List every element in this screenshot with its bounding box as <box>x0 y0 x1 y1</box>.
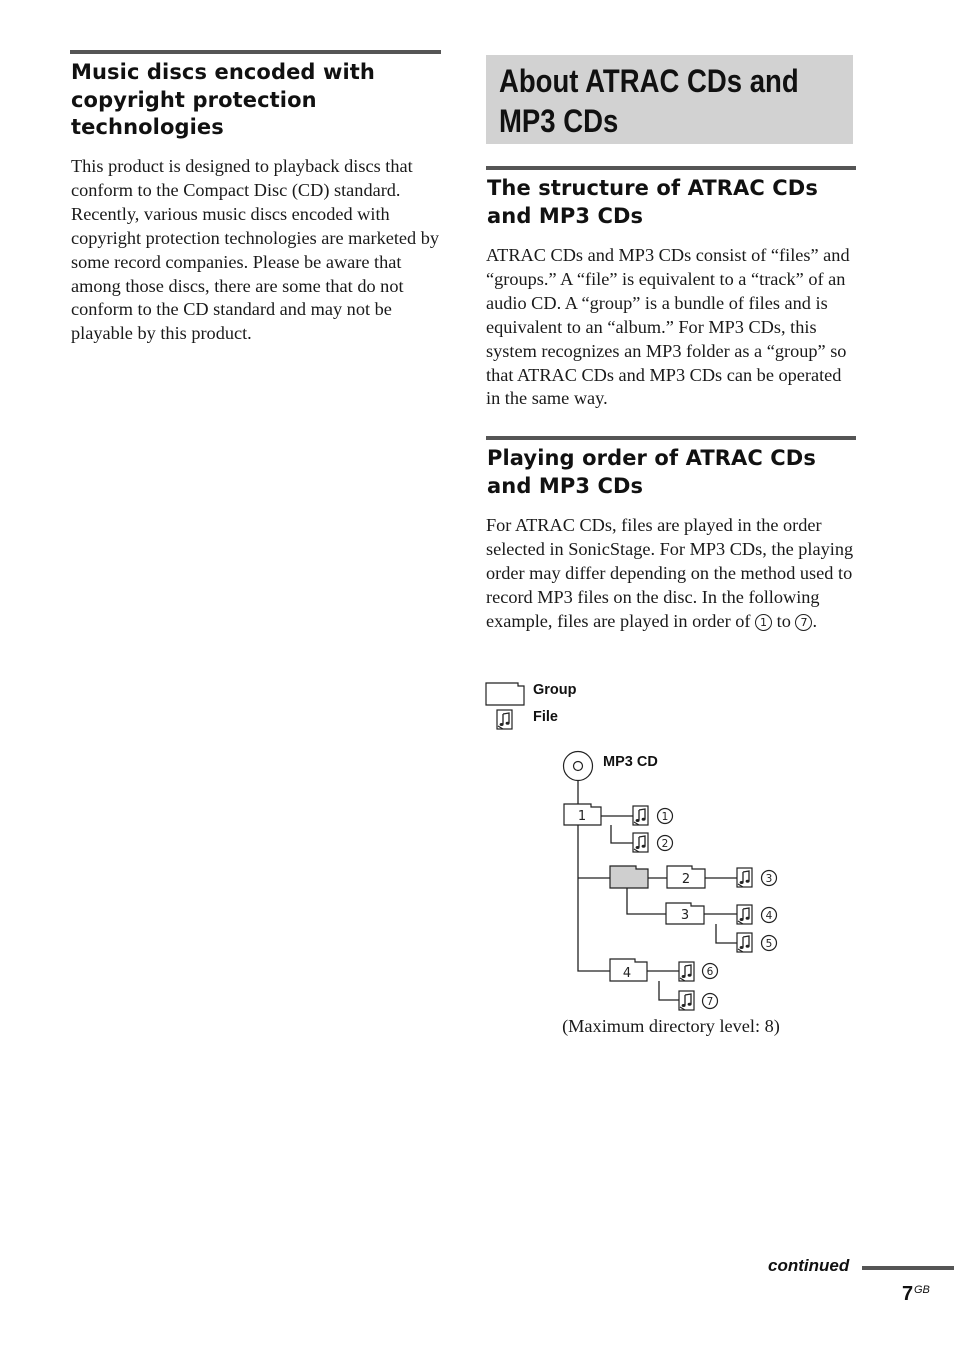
music-file-icon-3 <box>737 868 752 887</box>
diagram-caption: (Maximum directory level: 8) <box>562 1016 780 1036</box>
section1-heading: The structure of ATRAC CDs and MP3 CDs <box>487 176 818 228</box>
music-file-icon-2 <box>633 833 648 852</box>
cd-disc-icon <box>564 752 593 781</box>
order-number-7: 7 <box>706 996 714 1008</box>
music-file-icon-6 <box>679 962 694 981</box>
order-number-1: 1 <box>661 811 669 823</box>
group-label-2: 2 <box>681 872 691 887</box>
page-number: 7 <box>902 1283 914 1305</box>
left-section-heading: Music discs encoded with copyright protection technologies <box>71 60 375 139</box>
music-file-icon-5 <box>737 933 752 952</box>
order-to-word: to <box>776 610 791 631</box>
chapter-title-line1: About ATRAC CDs and <box>499 63 799 99</box>
group-label-4: 4 <box>622 966 632 981</box>
order-number-3: 3 <box>765 873 773 885</box>
section2-heading: Playing order of ATRAC CDs and MP3 CDs <box>487 446 816 498</box>
music-file-icon-1 <box>633 806 648 825</box>
chapter-title-line2: MP3 CDs <box>499 103 619 139</box>
legend-folder-icon <box>486 683 524 705</box>
page-language-suffix: GB <box>914 1284 930 1296</box>
section1-body: ATRAC CDs and MP3 CDs consist of “files” and “groups.” A “file” is equivalent to a “track” of an audio CD. A “group” is a bundle of files and is equivalent to an “album.” For MP3 CDs, this system recognizes an MP3 folder as a “group” so that ATRAC CDs and MP3 CDs can be operated in the same way. <box>486 245 850 409</box>
circled-number-end: 7 <box>795 614 812 631</box>
continued-rule <box>862 1266 954 1270</box>
order-number-2: 2 <box>661 838 669 850</box>
legend-music-file-icon <box>497 710 512 729</box>
left-section-body: This product is designed to playback discs that conform to the Compact Disc (CD) standard. Recently, various music discs encoded with copyright protection technologies are marketed by some record companies. Please be aware that among those discs, there are some that do not conform to the CD standard and may not be playable by this product. <box>71 156 440 344</box>
order-number-5: 5 <box>765 938 773 950</box>
group-label-1: 1 <box>577 809 587 824</box>
group-folder-unnamed <box>610 866 648 888</box>
continued-label: continued <box>768 1256 850 1275</box>
order-number-4: 4 <box>765 910 773 922</box>
music-file-icon-7 <box>679 991 694 1010</box>
circled-number-start: 1 <box>755 614 772 631</box>
music-file-icon-4 <box>737 905 752 924</box>
order-number-6: 6 <box>706 966 714 978</box>
section2-body-text: For ATRAC CDs, files are played in the order selected in SonicStage. For MP3 CDs, the playing order may differ depending on the method used to record MP3 files on the disc. In the following example, files are played in order of <box>486 515 854 631</box>
order-period: . <box>812 610 818 631</box>
legend-group-label: Group <box>533 682 577 698</box>
legend-file-label: File <box>533 709 558 725</box>
group-label-3: 3 <box>680 908 690 923</box>
root-mp3-cd-label: MP3 CD <box>603 754 658 770</box>
